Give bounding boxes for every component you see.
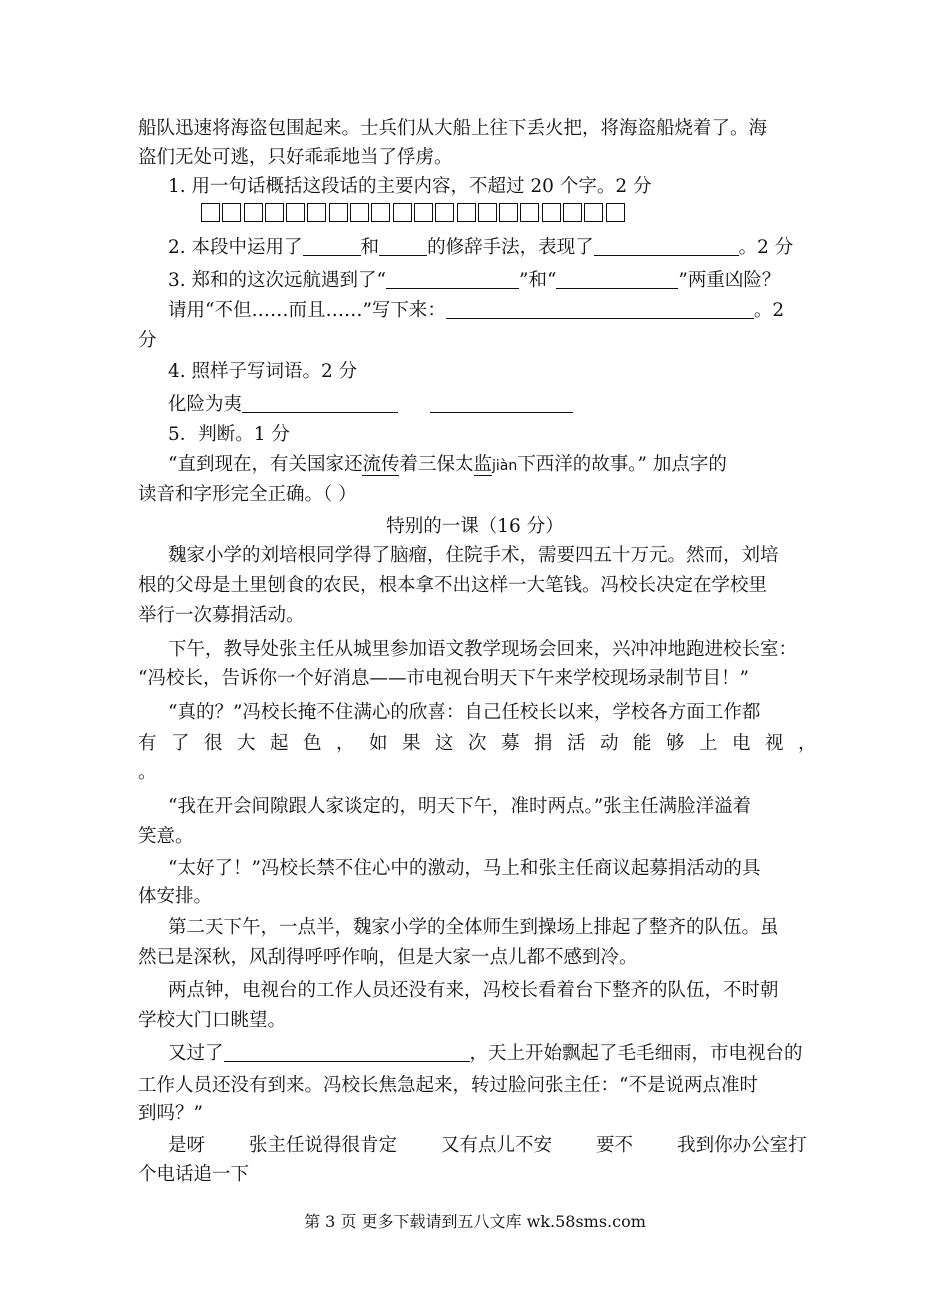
- paragraph-line: 船队迅速将海盗包围起来。士兵们从大船上往下丢火把，将海盗船烧着了。海: [138, 118, 768, 139]
- answer-blank[interactable]: [242, 394, 398, 413]
- paragraph-line: 工作人员还没有到来。冯校长焦急起来，转过脸问张主任：“不是说两点准时: [138, 1075, 758, 1096]
- answer-box[interactable]: [542, 203, 561, 222]
- q5-text-a: “直到现在，有关国家还: [168, 454, 363, 475]
- word-segment: 是呀: [168, 1135, 206, 1156]
- question-4: 4. 照样子写词语。2 分: [168, 361, 358, 382]
- p8-text-b: ，天上开始飘起了毛毛细雨，市电视台的: [469, 1043, 803, 1064]
- answer-box[interactable]: [584, 203, 603, 222]
- punctuation-exercise: [168, 1133, 807, 1159]
- paragraph-line: 体安排。: [138, 886, 213, 907]
- paragraph-line: “真的？”冯校长掩不住满心的欣喜：自己任校长以来，学校各方面工作都: [168, 702, 761, 723]
- answer-box[interactable]: [499, 203, 518, 222]
- answer-box[interactable]: [393, 203, 412, 222]
- paragraph-line: 学校大门口眺望。: [138, 1010, 287, 1031]
- q3-text-b: ”和“: [519, 270, 557, 291]
- answer-blank[interactable]: [446, 300, 754, 319]
- question-5-line-2: 读音和字形完全正确。（ ）: [138, 484, 357, 505]
- q3-text-l2b: 。2: [753, 300, 785, 321]
- paragraph-line: “我在开会间隙跟人家谈定的，明天下午，准时两点。”张主任满脸洋溢着: [168, 796, 752, 817]
- word-segment: 又有点儿不安: [441, 1135, 553, 1156]
- answer-box[interactable]: [457, 203, 476, 222]
- page-footer: 第 3 页 更多下载请到五八文库 wk.58sms.com: [304, 1212, 646, 1231]
- paragraph-line: 魏家小学的刘培根同学得了脑瘤，住院手术，需要四五十万元。然而，刘培: [168, 545, 779, 566]
- word-segment: 我到你办公室打: [677, 1135, 807, 1156]
- paragraph-line: “冯校长，告诉你一个好消息——市电视台明天下午来学校现场录制节目！”: [138, 668, 749, 689]
- answer-blank[interactable]: [386, 270, 519, 289]
- paragraph-line: 第二天下午，一点半，魏家小学的全体师生到操场上排起了整齐的队伍。虽: [168, 917, 779, 938]
- answer-boxes[interactable]: [201, 203, 627, 222]
- pinyin: jiàn: [492, 458, 518, 474]
- p8-text-a: 又过了: [168, 1043, 224, 1064]
- paragraph-line: “太好了！”冯校长禁不住心中的激动，马上和张主任商议起募捐活动的具: [168, 858, 761, 879]
- q5-text-c: 下西洋的故事。” 加点字的: [517, 454, 727, 475]
- q2-text-b: 和: [360, 237, 380, 258]
- answer-blank[interactable]: [303, 237, 361, 256]
- paragraph-line: 举行一次募捐活动。: [138, 605, 305, 626]
- underlined-word: 流传: [362, 454, 400, 475]
- answer-blank[interactable]: [556, 270, 678, 289]
- q3-text-l2a: 请用“不但……而且……”写下来：: [168, 300, 446, 321]
- answer-box[interactable]: [201, 203, 220, 222]
- paragraph-line: 有了很大起色，如果这次募捐活动能够上电视，: [138, 733, 832, 754]
- answer-box[interactable]: [244, 203, 263, 222]
- question-5: 5．判断。1 分: [168, 424, 290, 445]
- paragraph-line: 个电话追一下: [138, 1164, 250, 1185]
- answer-blank[interactable]: [224, 1043, 470, 1062]
- question-4-example: [168, 392, 573, 418]
- paragraph-line: 。: [138, 762, 157, 783]
- paragraph-line: 两点钟，电视台的工作人员还没有来，冯校长看着台下整齐的队伍，不时朝: [168, 980, 779, 1001]
- answer-box[interactable]: [563, 203, 582, 222]
- paragraph-line: 然已是深秋，风刮得呼呼作响，但是大家一点儿都不感到冷。: [138, 947, 638, 968]
- answer-blank[interactable]: [594, 237, 739, 256]
- answer-box[interactable]: [478, 203, 497, 222]
- answer-box[interactable]: [222, 203, 241, 222]
- paragraph-line: [168, 1041, 803, 1067]
- word-segment: 要不: [596, 1135, 634, 1156]
- question-3-line-2: [168, 298, 784, 324]
- question-1: 1. 用一句话概括这段话的主要内容，不超过 20 个字。2 分: [168, 176, 652, 197]
- answer-blank[interactable]: [430, 394, 573, 413]
- answer-box[interactable]: [329, 203, 348, 222]
- paragraph-line: 下午，教导处张主任从城里参加语文教学现场会回来，兴冲冲地跑进校长室：: [168, 639, 798, 660]
- question-2: [168, 235, 793, 261]
- underlined-word: 监: [473, 454, 493, 475]
- question-3: [168, 268, 780, 294]
- answer-box[interactable]: [307, 203, 326, 222]
- q3-text-c: ”两重凶险？: [678, 270, 781, 291]
- paragraph-line: 笑意。: [138, 826, 194, 847]
- answer-box[interactable]: [414, 203, 433, 222]
- q3-text-a: 3. 郑和的这次远航遇到了“: [168, 270, 386, 291]
- answer-box[interactable]: [435, 203, 454, 222]
- word-segment: 张主任说得很肯定: [249, 1135, 398, 1156]
- answer-box[interactable]: [286, 203, 305, 222]
- q2-text-c: 的修辞手法，表现了: [427, 237, 594, 258]
- paragraph-line: 盗们无处可逃，只好乖乖地当了俘虏。: [138, 147, 453, 168]
- question-5-statement: [168, 452, 727, 479]
- q2-text-d: 。2 分: [738, 237, 794, 258]
- paragraph-line: 到吗？”: [138, 1103, 203, 1124]
- section-title: 特别的一课（16 分）: [386, 516, 564, 537]
- answer-box[interactable]: [371, 203, 390, 222]
- paragraph-line: 根的父母是土里刨食的农民，根本拿不出这样一大笔钱。冯校长决定在学校里: [138, 575, 768, 596]
- question-3-line-3: 分: [138, 330, 157, 351]
- answer-box[interactable]: [350, 203, 369, 222]
- q5-text-b: 着三保太: [399, 454, 474, 475]
- answer-box[interactable]: [520, 203, 539, 222]
- example-word: 化险为夷: [168, 394, 243, 415]
- answer-blank[interactable]: [379, 237, 427, 256]
- answer-box[interactable]: [606, 203, 625, 222]
- q2-text-a: 2. 本段中运用了: [168, 237, 303, 258]
- answer-box[interactable]: [265, 203, 284, 222]
